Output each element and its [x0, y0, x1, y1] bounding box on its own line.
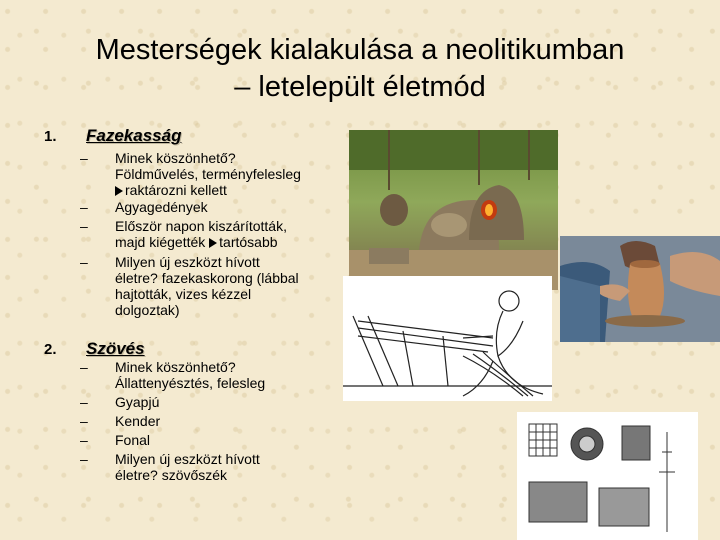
- potters-wheel-photo: [560, 236, 720, 342]
- kiln-photo: [349, 130, 558, 290]
- arrow-right-icon: [115, 186, 123, 196]
- section-number-1: 1.: [44, 128, 57, 145]
- weaving-patterns-drawing: [517, 412, 698, 540]
- section-heading-weaving: Szövés: [86, 339, 145, 358]
- title-line-1: Mesterségek kialakulása a neolitikumban: [95, 34, 625, 66]
- section-number-2: 2.: [44, 341, 57, 358]
- loom-drawing: [343, 276, 552, 401]
- arrow-right-icon: [209, 238, 217, 248]
- title-line-2: – letelepült életmód: [234, 71, 486, 103]
- slide-title: [0, 32, 720, 106]
- section-heading-pottery: Fazekasság: [86, 126, 182, 145]
